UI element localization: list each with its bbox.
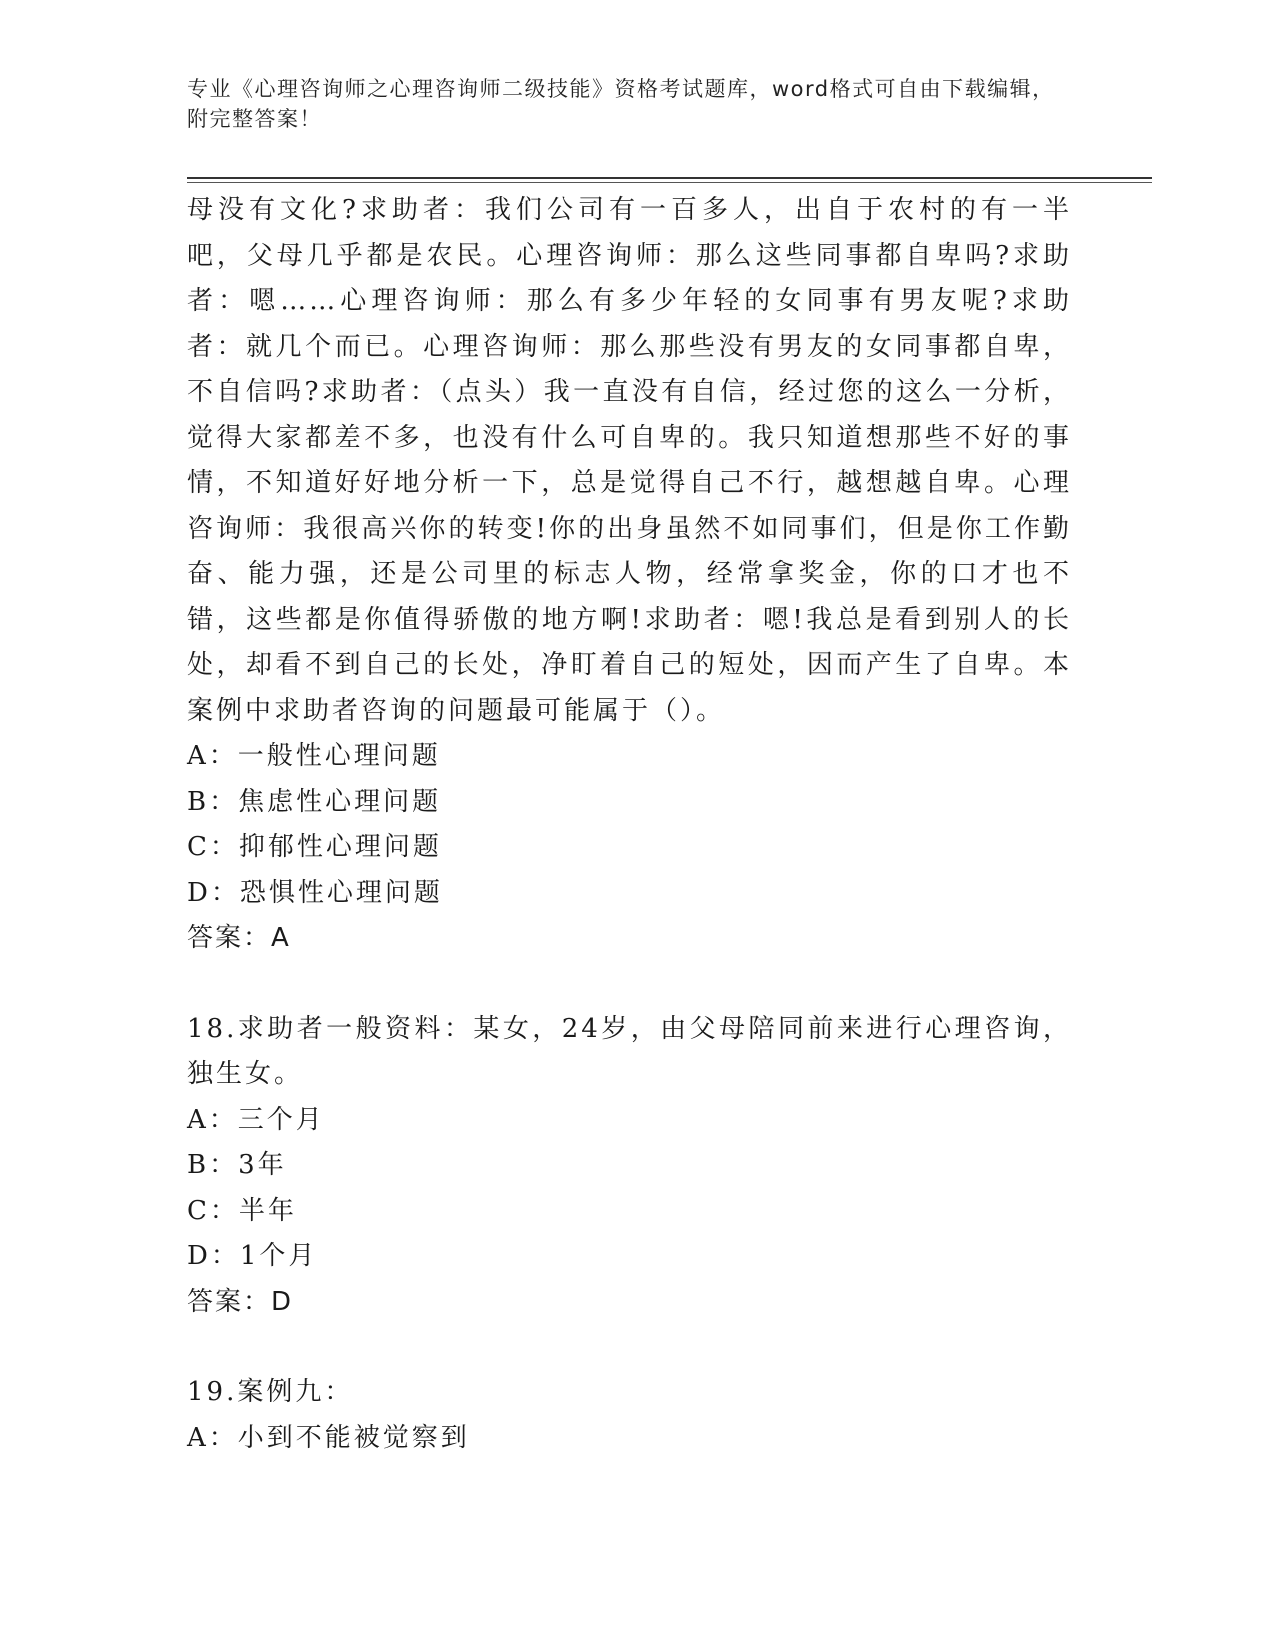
header-text: 专业《心理咨询师之心理咨询师二级技能》资格考试题库，word格式可自由下载编辑，附完整答案！: [187, 77, 1055, 131]
document-body: [187, 188, 1072, 1461]
header-rule-thin: [187, 182, 1152, 183]
document-header: [187, 74, 1067, 134]
option-a: A：小到不能被觉察到: [187, 1422, 470, 1453]
option-d: D：1个月: [187, 1241, 318, 1271]
spacer: [187, 962, 1072, 1007]
option-a: A：三个月: [187, 1104, 325, 1135]
question-18: [187, 1007, 1072, 1326]
question-stem: 18.求助者一般资料：某女，24岁，由父母陪同前来进行心理咨询，独生女。: [187, 1013, 1072, 1089]
option-a: A：一般性心理问题: [187, 741, 441, 771]
option-c: C：抑郁性心理问题: [187, 832, 442, 862]
question-17: [187, 188, 1072, 962]
answer-line: 答案：D: [187, 1286, 294, 1317]
option-c: C：半年: [187, 1195, 297, 1226]
header-rule-thick: [187, 177, 1152, 179]
option-d: D：恐惧性心理问题: [187, 877, 443, 908]
question-19: [187, 1370, 1072, 1461]
question-stem: 母没有文化?求助者：我们公司有一百多人，出自于农村的有一半吧，父母几乎都是农民。心理咨询师：那么这些同事都自卑吗?求助者：嗯……心理咨询师：那么有多少年轻的女同事有男友呢?求助者：就几个而已。心理咨询师：那么那些没有男友的女同事都自卑，不自信吗?求助者：（点头）我一直没有自信，经过您的这么一分析，觉得大家都差不多，也没有什么可自卑的。我只知道想那些不好的事情，不知道好好地分析一下，总是觉得自己不行，越想越自卑。心理咨询师：我很高兴你的转变!你的出身虽然不如同事们，但是你工作勤奋、能力强，还是公司里的标志人物，经常拿奖金，你的口才也不错，这些都是你值得骄傲的地方啊!求助者：嗯!我总是看到别人的长处，却看不到自己的长处，净盯着自己的短处，因而产生了自卑。本案例中求助者咨询的问题最可能属于（）。: [187, 195, 1072, 726]
question-stem: 19.案例九：: [187, 1377, 354, 1407]
option-b: B：3年: [187, 1150, 287, 1180]
answer-line: 答案：A: [187, 923, 291, 953]
option-b: B：焦虑性心理问题: [187, 786, 442, 817]
spacer: [187, 1325, 1072, 1370]
